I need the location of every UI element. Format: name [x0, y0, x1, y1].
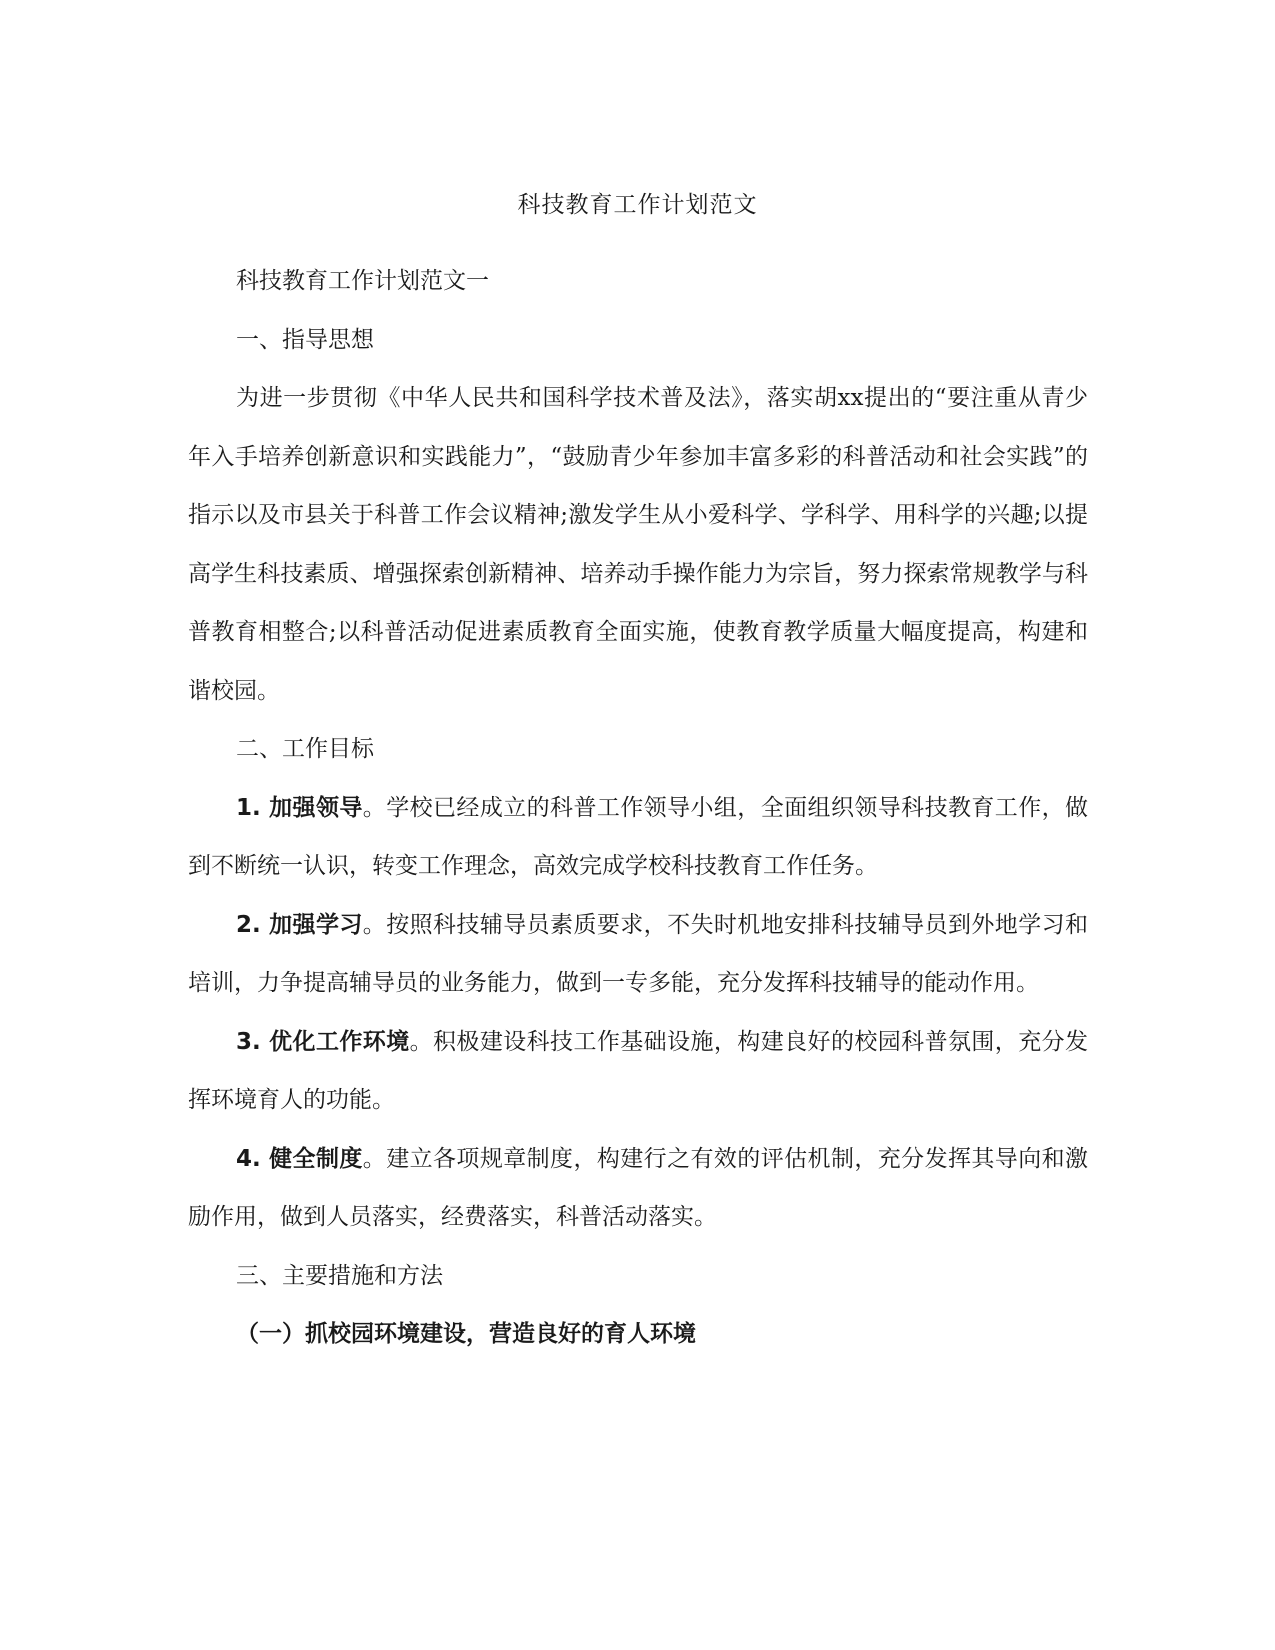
document-subtitle: 科技教育工作计划范文一 — [236, 268, 489, 294]
goal-item-1-lead: 1. 加强领导 — [236, 794, 363, 821]
document-body — [188, 252, 1088, 1364]
goal-item-4-lead: 4. 健全制度 — [236, 1145, 363, 1172]
goal-item-1-text: 。学校已经成立的科普工作领导小组，全面组织领导科技教育工作，做到不断统一认识，转变工作理念，高效完成学校科技教育工作任务。 — [188, 794, 1089, 879]
section3-heading: 三、主要措施和方法 — [236, 1262, 443, 1289]
goal-item-2 — [188, 896, 1088, 1013]
goal-item-2-text: 。按照科技辅导员素质要求，不失时机地安排科技辅导员到外地学习和培训，力争提高辅导员的业务能力，做到一专多能，充分发挥科技辅导的能动作用。 — [188, 911, 1089, 996]
document-title: 科技教育工作计划范文 — [517, 192, 758, 218]
section1-heading: 一、指导思想 — [236, 326, 374, 353]
goal-item-3 — [188, 1013, 1088, 1130]
goal-item-3-lead: 3. 优化工作环境 — [236, 1028, 410, 1055]
goal-item-4 — [188, 1130, 1088, 1247]
goal-item-4-text: 。建立各项规章制度，构建行之有效的评估机制，充分发挥其导向和激励作用，做到人员落实，经费落实，科普活动落实。 — [188, 1145, 1089, 1230]
goal-item-2-lead: 2. 加强学习 — [236, 911, 363, 938]
goal-item-3-text: 。积极建设科技工作基础设施，构建良好的校园科普氛围，充分发挥环境育人的功能。 — [188, 1028, 1089, 1113]
section1-paragraph: 为进一步贯彻《中华人民共和国科学技术普及法》，落实胡xx提出的“要注重从青少年入手培养创新意识和实践能力”，“鼓励青少年参加丰富多彩的科普活动和社会实践”的指示以及市县关于科普工作会议精神;激发学生从小爱科学、学科学、用科学的兴趣;以提高学生科技素质、增强探索创新精神、培养动手操作能力为宗旨，努力探索常规教学与科普教育相整合;以科普活动促进素质教育全面实施，使教育教学质量大幅度提高，构建和谐校园。 — [188, 385, 1088, 704]
goal-item-1 — [188, 779, 1088, 896]
section2-heading: 二、工作目标 — [236, 736, 374, 762]
section3-subheading: （一）抓校园环境建设，营造良好的育人环境 — [236, 1321, 696, 1347]
